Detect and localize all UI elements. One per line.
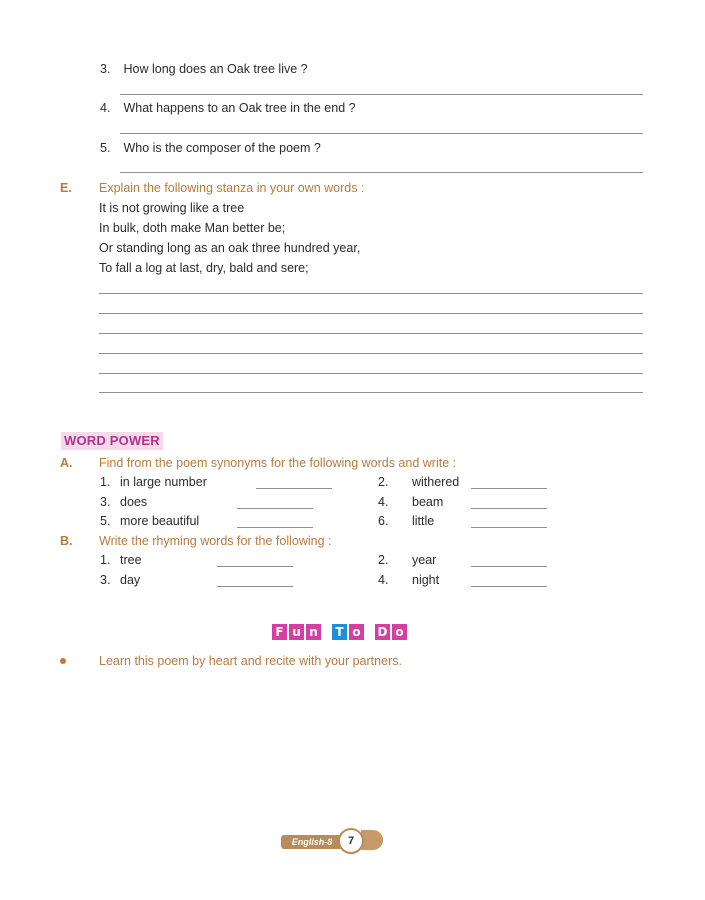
fun-word bbox=[272, 624, 323, 640]
section-b-heading: Write the rhyming words for the following : bbox=[99, 534, 332, 548]
answer-line[interactable] bbox=[99, 293, 643, 294]
rhyme-item bbox=[378, 573, 439, 587]
section-e-letter: E. bbox=[60, 181, 72, 195]
synonym-item bbox=[378, 495, 443, 509]
stanza-line: Or standing long as an oak three hundred year, bbox=[99, 241, 361, 255]
question-number: 3. bbox=[100, 62, 111, 76]
answer-blank[interactable] bbox=[217, 566, 293, 567]
item-word: beam bbox=[412, 495, 444, 509]
fun-to-do-title bbox=[272, 624, 409, 640]
item-word: day bbox=[120, 573, 141, 587]
item-number: 2. bbox=[378, 475, 389, 489]
title-letter-tile: F bbox=[272, 624, 287, 640]
title-letter-tile: u bbox=[289, 624, 304, 640]
rhyme-item bbox=[378, 553, 436, 567]
title-letter-tile: o bbox=[349, 624, 364, 640]
question-number: 4. bbox=[100, 101, 111, 115]
answer-blank[interactable] bbox=[217, 586, 293, 587]
stanza-line: To fall a log at last, dry, bald and sere; bbox=[99, 261, 309, 275]
answer-line[interactable] bbox=[99, 373, 643, 374]
item-word: does bbox=[120, 495, 148, 509]
synonym-item bbox=[378, 514, 434, 528]
book-title: English-8 bbox=[281, 835, 343, 849]
section-b-letter: B. bbox=[60, 534, 73, 548]
answer-line[interactable] bbox=[99, 353, 643, 354]
answer-line[interactable] bbox=[120, 133, 643, 134]
answer-line[interactable] bbox=[99, 313, 643, 314]
title-letter-tile: n bbox=[306, 624, 321, 640]
answer-line[interactable] bbox=[120, 172, 643, 173]
item-word: more beautiful bbox=[120, 514, 200, 528]
answer-line[interactable] bbox=[99, 392, 643, 393]
title-letter-tile: D bbox=[375, 624, 390, 640]
answer-blank[interactable] bbox=[471, 488, 547, 489]
item-number: 1. bbox=[100, 475, 111, 489]
fun-to-do-activity: Learn this poem by heart and recite with your partners. bbox=[99, 654, 402, 668]
synonym-item bbox=[100, 475, 207, 489]
item-word: night bbox=[412, 573, 440, 587]
answer-blank[interactable] bbox=[471, 508, 547, 509]
bullet-icon bbox=[60, 658, 66, 664]
to-word bbox=[332, 624, 366, 640]
question-text: Who is the composer of the poem ? bbox=[123, 141, 321, 155]
item-word: in large number bbox=[120, 475, 207, 489]
footer-tab-decoration bbox=[361, 830, 383, 850]
page-footer bbox=[281, 827, 391, 855]
item-word: year bbox=[412, 553, 437, 567]
rhyme-item bbox=[100, 573, 140, 587]
section-a-letter: A. bbox=[60, 456, 73, 470]
item-number: 4. bbox=[378, 573, 389, 587]
item-number: 1. bbox=[100, 553, 111, 567]
synonym-item bbox=[100, 495, 147, 509]
question-5 bbox=[100, 141, 321, 155]
stanza-line: In bulk, doth make Man better be; bbox=[99, 221, 286, 235]
synonym-item bbox=[378, 475, 459, 489]
title-letter-tile: o bbox=[392, 624, 407, 640]
title-letter-tile: T bbox=[332, 624, 347, 640]
question-number: 5. bbox=[100, 141, 111, 155]
item-word: little bbox=[412, 514, 435, 528]
question-text: How long does an Oak tree live ? bbox=[123, 62, 308, 76]
item-word: tree bbox=[120, 553, 142, 567]
rhyme-item bbox=[100, 553, 142, 567]
answer-line[interactable] bbox=[120, 94, 643, 95]
word-power-title: WORD POWER bbox=[61, 432, 163, 450]
item-word: withered bbox=[412, 475, 460, 489]
stanza-line: It is not growing like a tree bbox=[99, 201, 245, 215]
synonym-item bbox=[100, 514, 199, 528]
section-a-heading: Find from the poem synonyms for the following words and write : bbox=[99, 456, 457, 470]
item-number: 5. bbox=[100, 514, 111, 528]
question-text: What happens to an Oak tree in the end ? bbox=[123, 101, 356, 115]
answer-blank[interactable] bbox=[471, 586, 547, 587]
item-number: 3. bbox=[100, 573, 111, 587]
item-number: 3. bbox=[100, 495, 111, 509]
question-4 bbox=[100, 101, 356, 115]
section-e-heading: Explain the following stanza in your own words : bbox=[99, 181, 365, 195]
answer-blank[interactable] bbox=[256, 488, 332, 489]
item-number: 6. bbox=[378, 514, 389, 528]
answer-blank[interactable] bbox=[237, 508, 313, 509]
item-number: 2. bbox=[378, 553, 389, 567]
do-word bbox=[375, 624, 409, 640]
item-number: 4. bbox=[378, 495, 389, 509]
question-3 bbox=[100, 62, 308, 76]
answer-blank[interactable] bbox=[471, 566, 547, 567]
answer-blank[interactable] bbox=[471, 527, 547, 528]
page-number: 7 bbox=[338, 828, 364, 854]
answer-line[interactable] bbox=[99, 333, 643, 334]
answer-blank[interactable] bbox=[237, 527, 313, 528]
